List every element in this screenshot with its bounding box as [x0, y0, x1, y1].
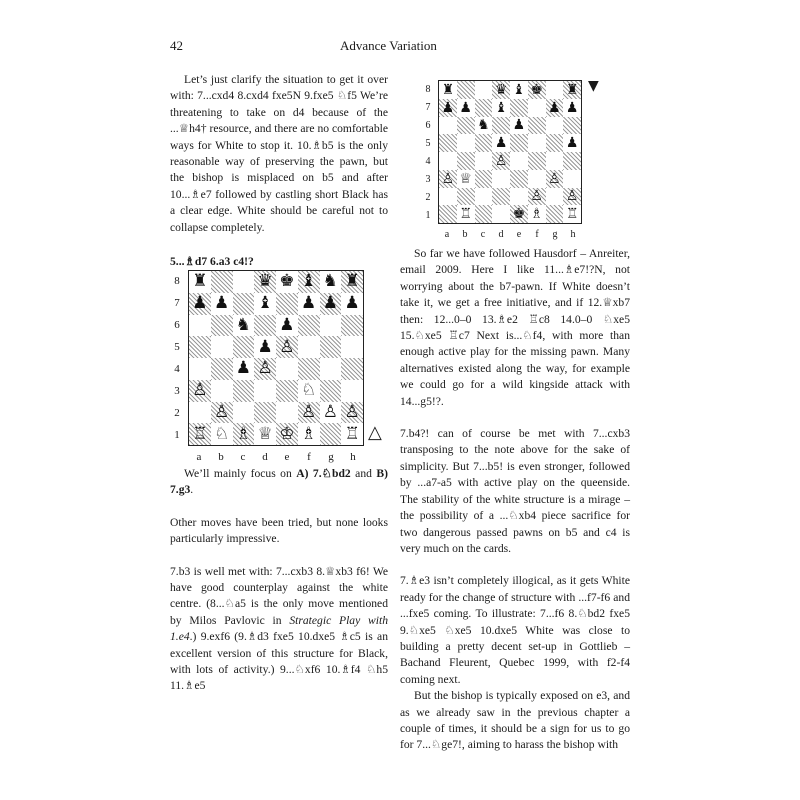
chess-piece-icon: ♜: [441, 81, 455, 98]
board-square: [475, 188, 493, 206]
file-label: d: [262, 451, 268, 463]
board-square: [341, 423, 363, 445]
rank-label: 1: [425, 209, 431, 221]
rank-label: 7: [425, 101, 431, 113]
board-square: [510, 134, 528, 152]
file-label: c: [240, 451, 246, 463]
chess-piece-icon: ♖: [344, 423, 360, 444]
chess-piece-icon: ♝: [301, 271, 317, 292]
board-square: [298, 380, 320, 402]
board-square: [341, 358, 363, 380]
file-label: b: [462, 228, 468, 240]
file-labels-main: [188, 450, 364, 464]
chess-piece-icon: ♝: [257, 293, 273, 314]
file-label: d: [498, 228, 504, 240]
chess-piece-icon: ♞: [477, 117, 490, 134]
board-square: [457, 170, 475, 188]
board-square: [298, 423, 320, 445]
page-number: 42: [170, 38, 183, 53]
board-square: [189, 315, 211, 337]
board-square: [254, 380, 276, 402]
chess-piece-icon: ♜: [344, 271, 360, 292]
board-square: [320, 315, 342, 337]
chess-piece-icon: ♛: [494, 81, 508, 98]
board-square: [492, 81, 510, 99]
board-square: [457, 134, 475, 152]
left-paragraph-2: [170, 466, 388, 499]
board-square: [341, 293, 363, 315]
black-to-move-icon: ▼: [588, 78, 599, 94]
rank-labels-main: [170, 270, 184, 446]
chess-piece-icon: ♟: [279, 314, 295, 335]
chess-piece-icon: ♙: [301, 401, 317, 422]
board-square: [528, 81, 546, 99]
right-column: [400, 246, 630, 754]
board-square: [510, 117, 528, 135]
para2-mid: and: [350, 467, 377, 480]
board-square: [298, 358, 320, 380]
left-paragraph-4: [170, 564, 388, 695]
board-square: [510, 152, 528, 170]
chess-piece-icon: ♕: [459, 170, 472, 187]
board-square: [439, 152, 457, 170]
chess-piece-icon: ♙: [530, 188, 543, 205]
board-square: [439, 117, 457, 135]
board-square: [528, 152, 546, 170]
board-square: [528, 117, 546, 135]
chess-piece-icon: ♗: [235, 423, 251, 444]
rank-label: 6: [425, 119, 431, 131]
chess-piece-icon: ♖: [459, 206, 472, 223]
board-square: [320, 358, 342, 380]
board-square: [528, 205, 546, 223]
rank-label: 1: [174, 429, 180, 441]
para4-a: 7.b3 is well met with: 7...cxb3 8.♕xb3 f6! We have good counterplay against the white centre. (8...♘a5 is the only move mentioned by Milos Pavlovic in: [170, 564, 388, 627]
rank-label: 5: [425, 137, 431, 149]
board-square: [298, 271, 320, 293]
chess-piece-icon: ♙: [322, 401, 338, 422]
rank-label: 2: [174, 407, 180, 419]
file-label: e: [284, 451, 290, 463]
board-square: [546, 152, 564, 170]
board-square: [510, 205, 528, 223]
chess-piece-icon: ♟: [494, 135, 508, 152]
white-to-move-icon: △: [368, 422, 382, 443]
board-square: [233, 293, 255, 315]
chess-piece-icon: ♙: [192, 380, 208, 401]
chess-piece-icon: ♘: [214, 423, 230, 444]
rank-labels-small: [422, 80, 434, 224]
chess-piece-icon: ♙: [279, 336, 295, 357]
board-square: [320, 402, 342, 424]
board-square: [298, 402, 320, 424]
chess-piece-icon: ♚: [530, 81, 543, 98]
chess-piece-icon: ♞: [235, 314, 251, 335]
board-square: [457, 205, 475, 223]
board-square: [546, 188, 564, 206]
board-square: [233, 315, 255, 337]
chess-piece-icon: ♙: [548, 170, 561, 187]
chessboard-small: [438, 80, 582, 224]
board-square: [211, 358, 233, 380]
board-square: [276, 423, 298, 445]
rank-label: 8: [425, 83, 431, 95]
board-square: [492, 205, 510, 223]
board-square: [563, 170, 581, 188]
board-square: [439, 170, 457, 188]
rank-label: 8: [174, 275, 180, 287]
rank-label: 3: [174, 385, 180, 397]
board-square: [528, 188, 546, 206]
board-square: [233, 380, 255, 402]
board-square: [276, 336, 298, 358]
chess-piece-icon: ♜: [565, 81, 579, 98]
chess-piece-icon: ♝: [494, 99, 508, 116]
board-square: [475, 152, 493, 170]
board-square: [457, 152, 475, 170]
board-square: [492, 188, 510, 206]
board-square: [341, 336, 363, 358]
board-square: [254, 423, 276, 445]
board-square: [475, 170, 493, 188]
board-square: [475, 134, 493, 152]
chess-piece-icon: ♙: [257, 358, 273, 379]
board-square: [298, 336, 320, 358]
board-square: [189, 358, 211, 380]
board-square: [492, 117, 510, 135]
board-square: [563, 99, 581, 117]
board-square: [254, 293, 276, 315]
board-square: [439, 205, 457, 223]
rank-label: 2: [425, 191, 431, 203]
board-square: [510, 170, 528, 188]
board-square: [475, 99, 493, 117]
right-paragraph-1: So far we have followed Hausdorf – Anreiter, email 2009. Here I like 11...♗e7!?N, not worrying about the b7-pawn. If White doesn’t take it, we get a free initiative, and if 12.♕xb7 then: 12...0–0 13.♗e2 ♖c8 14.0–0 ♘xe5 15.♘xe5 ♖c7 Next is...♘f4, with more than enough active play for the missing pawn. Many alternatives existed along the way, for example we could go for a wild kingside attack with 14...g5!?.: [400, 247, 630, 408]
board-square: [254, 336, 276, 358]
board-square: [320, 380, 342, 402]
para2-end: .: [190, 483, 194, 497]
chess-piece-icon: ♙: [214, 401, 230, 422]
right-paragraph-4: But the bishop is typically exposed on e3, and as we already saw in the previous chapter a couple of times, it should be a sign for us to go for 7...♘ge7!, aiming to harass the bishop with: [400, 689, 630, 752]
board-square: [233, 423, 255, 445]
chess-piece-icon: ♜: [192, 271, 208, 292]
left-column: [170, 72, 388, 286]
chess-piece-icon: ♗: [301, 423, 317, 444]
para4-b: .) 9.exf6 (9.♗d3 fxe5 10.dxe5 ♗c5 is an excellent version of this structure for Black, with lots of activity.) 9...♘xf6 10.♗f4 ♘h5 11.♗e5: [170, 630, 388, 693]
board-square: [320, 293, 342, 315]
board-square: [276, 293, 298, 315]
board-square: [475, 117, 493, 135]
board-square: [254, 358, 276, 380]
board-square: [528, 134, 546, 152]
chess-piece-icon: ♟: [214, 293, 230, 314]
file-label: h: [350, 451, 356, 463]
book-title: Strategic Play with 1.e4: [170, 613, 388, 644]
board-square: [563, 152, 581, 170]
board-square: [189, 380, 211, 402]
board-square: [492, 170, 510, 188]
board-square: [563, 205, 581, 223]
board-square: [341, 271, 363, 293]
board-square: [475, 81, 493, 99]
board-square: [341, 315, 363, 337]
board-square: [510, 81, 528, 99]
chess-piece-icon: ♝: [512, 81, 526, 98]
chess-piece-icon: ♟: [548, 99, 561, 116]
chess-piece-icon: ♟: [257, 336, 273, 357]
board-square: [510, 188, 528, 206]
left-column-lower: [170, 466, 388, 695]
chess-piece-icon: ♟: [235, 358, 251, 379]
board-square: [341, 402, 363, 424]
left-paragraph-1: Let’s just clarify the situation to get it over with: 7...cxd4 8.cxd4 fxe5N 9.fxe5 ♘f5 We’re threatening to take on d4 because of the ...♕h4† resource, and there are no comfortable ways for White to stop it. 10.♗b5 is the only reasonable way of preserving the pawn, but the bishop is misplaced on b5 and after 10...♗e7 followed by castling short Black has a clear edge. White should be careful not to collapse completely.: [170, 73, 388, 234]
chess-piece-icon: ♙: [344, 401, 360, 422]
rank-label: 3: [425, 173, 431, 185]
chess-piece-icon: ♟: [459, 99, 472, 116]
chess-piece-icon: ♗: [530, 206, 543, 223]
board-square: [528, 99, 546, 117]
board-square: [546, 170, 564, 188]
rank-label: 7: [174, 297, 180, 309]
chess-piece-icon: ♟: [192, 293, 208, 314]
rank-label: 5: [174, 341, 180, 353]
board-square: [439, 188, 457, 206]
file-label: b: [218, 451, 224, 463]
board-square: [211, 380, 233, 402]
board-square: [492, 134, 510, 152]
chess-piece-icon: ♚: [512, 206, 526, 223]
board-square: [546, 99, 564, 117]
chess-piece-icon: ♟: [344, 293, 360, 314]
board-square: [510, 99, 528, 117]
variation-heading: 5...♗d7 6.a3 c4!?: [170, 255, 254, 269]
chess-piece-icon: ♙: [565, 188, 579, 205]
board-square: [211, 423, 233, 445]
board-square: [276, 380, 298, 402]
board-square: [546, 134, 564, 152]
board-square: [276, 358, 298, 380]
chess-piece-icon: ♖: [192, 423, 208, 444]
chess-piece-icon: ♟: [512, 117, 526, 134]
right-paragraph-2: 7.b4?! can of course be met with 7...cxb3 transposing to the note above for the sake of simplicity. But 7...b5! is even stronger, followed by ...a7-a5 with active play on the queenside. The stability of the white structure is a mirage – the possibility of a ...♘xb4 piece sacrifice for two dangerous passed pawns on b5 and c4 is very much on the cards.: [400, 427, 630, 555]
board-square: [563, 134, 581, 152]
board-square: [320, 271, 342, 293]
board-square: [546, 81, 564, 99]
file-label: h: [570, 228, 576, 240]
chess-piece-icon: ♞: [322, 271, 338, 292]
running-head: Advance Variation: [340, 38, 437, 53]
file-label: g: [552, 228, 558, 240]
board-square: [320, 423, 342, 445]
board-square: [457, 99, 475, 117]
chess-piece-icon: ♚: [279, 271, 295, 292]
line-a-label: A) 7.♘bd2: [296, 467, 351, 480]
board-square: [254, 271, 276, 293]
chess-piece-icon: ♔: [279, 423, 295, 444]
file-label: g: [328, 451, 334, 463]
file-label: c: [480, 228, 486, 240]
chess-piece-icon: ♘: [301, 380, 317, 401]
board-square: [457, 117, 475, 135]
board-square: [439, 99, 457, 117]
file-label: a: [444, 228, 450, 240]
board-square: [276, 315, 298, 337]
board-square: [211, 271, 233, 293]
board-square: [233, 402, 255, 424]
line-b-label: B) 7.g3: [170, 467, 388, 497]
board-square: [528, 170, 546, 188]
left-paragraph-3: Other moves have been tried, but none looks particularly impressive.: [170, 515, 388, 546]
chessboard-main: [188, 270, 364, 446]
rank-label: 6: [174, 319, 180, 331]
file-label: e: [516, 228, 522, 240]
file-label: a: [196, 451, 202, 463]
file-label: f: [307, 451, 311, 463]
board-square: [298, 293, 320, 315]
chess-piece-icon: ♕: [257, 423, 273, 444]
board-square: [211, 293, 233, 315]
board-square: [298, 315, 320, 337]
board-square: [211, 315, 233, 337]
board-square: [276, 271, 298, 293]
board-square: [563, 81, 581, 99]
chess-piece-icon: ♟: [322, 293, 338, 314]
board-square: [254, 402, 276, 424]
board-square: [563, 188, 581, 206]
board-square: [189, 423, 211, 445]
board-square: [254, 315, 276, 337]
board-square: [211, 402, 233, 424]
right-paragraph-3: 7.♗e3 isn’t completely illogical, as it gets White ready for the change of structure with ...f7-f6 and ...fxe5 coming. To illustrate: 7...f6 8.♘bd2 fxe5 9.♘xe5 ♘xe5 10.dxe5 White was close to building a pretty decent set-up in Gottlieb – Bachand Fleurent, Quebec 1999, with f2-f4 coming next.: [400, 574, 630, 686]
board-square: [189, 271, 211, 293]
board-square: [189, 293, 211, 315]
board-square: [276, 402, 298, 424]
board-square: [457, 188, 475, 206]
board-square: [189, 402, 211, 424]
chess-diagram-small: [422, 80, 612, 240]
board-square: [233, 336, 255, 358]
rank-label: 4: [174, 363, 180, 375]
board-square: [189, 336, 211, 358]
rank-label: 4: [425, 155, 431, 167]
board-square: [546, 205, 564, 223]
board-square: [563, 117, 581, 135]
board-square: [546, 117, 564, 135]
chess-piece-icon: ♟: [441, 99, 455, 116]
board-square: [492, 99, 510, 117]
para2-prefix: We’ll mainly focus on: [184, 467, 297, 480]
board-square: [439, 134, 457, 152]
file-label: f: [535, 228, 539, 240]
board-square: [439, 81, 457, 99]
chess-piece-icon: ♙: [441, 170, 455, 187]
chess-piece-icon: ♛: [257, 271, 273, 292]
board-square: [233, 271, 255, 293]
file-labels-small: [438, 228, 582, 240]
board-square: [320, 336, 342, 358]
chess-piece-icon: ♟: [301, 293, 317, 314]
chess-piece-icon: ♟: [565, 135, 579, 152]
board-square: [233, 358, 255, 380]
board-square: [492, 152, 510, 170]
board-square: [475, 205, 493, 223]
board-square: [341, 380, 363, 402]
board-square: [211, 336, 233, 358]
chess-piece-icon: ♙: [494, 152, 508, 169]
board-square: [457, 81, 475, 99]
chess-piece-icon: ♟: [565, 99, 579, 116]
chess-piece-icon: ♖: [565, 206, 579, 223]
chess-diagram-main: [170, 270, 390, 470]
